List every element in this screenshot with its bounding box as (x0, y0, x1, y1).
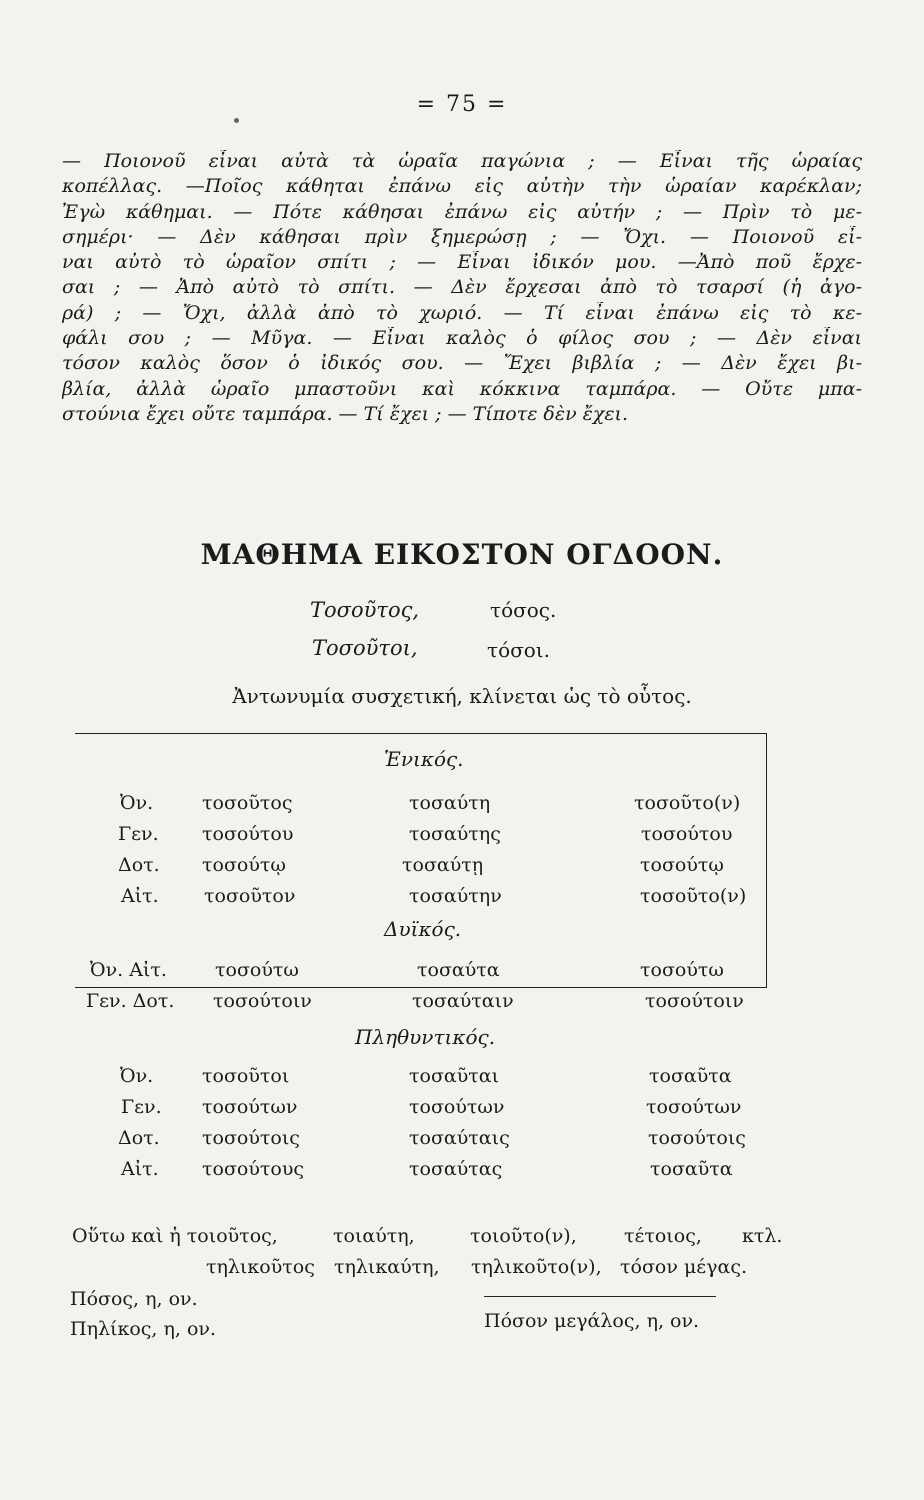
form-masculine: τοσούτου (202, 823, 294, 845)
form-feminine: τοσαῦται (409, 1065, 500, 1087)
case-label: Ὀν. Αἰτ. (90, 959, 167, 981)
pronoun-description: Ἀντωνυμία συσχετική, κλίνεται ὡς τὸ οὗτος. (232, 684, 692, 708)
case-label: Δοτ. (118, 1127, 160, 1149)
table-right-rule (766, 733, 767, 987)
similar-form: τηλικοῦτος (206, 1256, 315, 1278)
footer-word: Πηλίκος, η, ον. (70, 1318, 216, 1340)
exercise-line: τόσον καλὸς ὅσον ὁ ἰδικός σου. — Ἔχει βιβλία ; — Δὲν ἔχει βι- (62, 352, 862, 375)
form-neuter: τοσούτων (646, 1096, 742, 1118)
form-feminine: τοσαύτης (409, 823, 501, 845)
case-label: Δοτ. (118, 854, 160, 876)
table-bottom-rule (75, 987, 767, 988)
similar-form: τόσον μέγας. (620, 1256, 748, 1278)
similar-form: τηλικοῦτο(ν), (471, 1256, 602, 1278)
exercise-line: ρά) ; — Ὄχι, ἀλλὰ ἀπὸ τὸ χωριό. — Τί εἶναι ἐπάνω εἰς τὸ κε- (62, 301, 862, 324)
case-label: Αἰτ. (121, 1158, 159, 1180)
form-masculine: τοσοῦτοι (202, 1065, 290, 1087)
table-top-rule (75, 733, 767, 734)
case-label: Ὀν. (120, 1065, 154, 1087)
exercise-line: φάλι σου ; — Μῦγα. — Εἶναι καλὸς ὁ φίλος σου ; — Δὲν εἶναι (62, 327, 862, 350)
section-label-dual: Δυϊκός. (384, 917, 462, 941)
form-feminine: τοσαύταις (409, 1127, 510, 1149)
form-masculine: τοσούτων (202, 1096, 298, 1118)
form-feminine: τοσαύτῃ (402, 854, 484, 876)
headword-plural: Τοσοῦτοι, (312, 636, 418, 660)
headword-singular: Τοσοῦτος, (310, 598, 420, 622)
form-neuter: τοσούτοις (648, 1127, 746, 1149)
similar-form: κτλ. (742, 1225, 783, 1247)
similar-form: τοιαύτη, (333, 1225, 415, 1247)
exercise-line: κοπέλλας. —Ποῖος κάθηται ἐπάνω εἰς αὐτὴν τὴν ὡραίαν καρέκλαν; (62, 175, 862, 198)
page-number: = 75 = (416, 92, 508, 117)
footer-word: Πόσος, η, ον. (70, 1288, 198, 1310)
form-feminine: τοσαύταιν (412, 990, 514, 1012)
form-neuter: τοσοῦτο(ν) (640, 885, 747, 907)
form-feminine: τοσαύτη (409, 792, 491, 814)
exercise-paragraph (62, 150, 862, 428)
similar-lead: Οὕτω καὶ ἡ τοιοῦτος, (72, 1225, 278, 1247)
form-feminine: τοσαύτα (417, 959, 500, 981)
form-masculine: τοσοῦτον (204, 885, 296, 907)
form-neuter: τοσοῦτο(ν) (634, 792, 741, 814)
form-masculine: τοσούτοιν (213, 990, 312, 1012)
case-label: Αἰτ. (121, 885, 159, 907)
headword-plural-simple: τόσοι. (487, 638, 550, 662)
headword-singular-simple: τόσος. (490, 598, 557, 622)
form-neuter: τοσούτοιν (645, 990, 744, 1012)
form-neuter: τοσαῦτα (650, 1158, 733, 1180)
lesson-title: ΜΑΘΗΜΑ ΕΙΚΟΣΤΟΝ ΟΓΔΟΟΝ. (200, 538, 724, 571)
section-label-singular: Ἑνικός. (384, 747, 464, 771)
exercise-line: σαι ; — Ἀπὸ αὐτὸ τὸ σπίτι. — Δὲν ἔρχεσαι ἀπὸ τὸ τσαρσί (ἡ ἀγο- (62, 276, 862, 299)
exercise-line: σημέρι· — Δὲν κάθησαι πρὶν ξημερώσῃ ; — Ὄχι. — Ποιονοῦ εἶ- (62, 225, 862, 248)
similar-form: τέτοιος, (624, 1225, 702, 1247)
ink-dot (234, 118, 239, 123)
form-neuter: τοσούτου (641, 823, 733, 845)
form-neuter: τοσούτῳ (640, 854, 724, 876)
exercise-line: ναι αὐτὸ τὸ ὡραῖον σπίτι ; — Εἶναι ἰδικόν μου. —Ἀπὸ ποῦ ἔρχε- (62, 251, 862, 274)
form-feminine: τοσούτων (409, 1096, 505, 1118)
form-masculine: τοσούτοις (202, 1127, 300, 1149)
form-neuter: τοσαῦτα (649, 1065, 732, 1087)
case-label: Γεν. (118, 823, 159, 845)
form-masculine: τοσούτω (215, 959, 299, 981)
form-feminine: τοσαύτην (409, 885, 502, 907)
exercise-line: Ἐγὼ κάθημαι. — Πότε κάθησαι ἐπάνω εἰς αὐτήν ; — Πρὶν τὸ με- (62, 200, 862, 223)
case-label: Γεν. (121, 1096, 162, 1118)
exercise-line: βλία, ἀλλὰ ὡραῖο μπαστοῦνι καὶ κόκκινα ταμπάρα. — Οὔτε μπα- (62, 377, 862, 400)
similar-form: τοιοῦτο(ν), (470, 1225, 577, 1247)
form-masculine: τοσούτους (202, 1158, 305, 1180)
footer-word: Πόσον μεγάλος, η, ον. (484, 1310, 700, 1332)
form-neuter: τοσούτω (640, 959, 724, 981)
exercise-line: στούνια ἔχει οὔτε ταμπάρα. — Τί ἔχει ; — Τίποτε δὲν ἔχει. (62, 402, 629, 425)
similar-form: τηλικαύτη, (334, 1256, 440, 1278)
form-masculine: τοσοῦτος (202, 792, 293, 814)
underline (484, 1296, 716, 1297)
section-label-plural: Πληθυντικός. (355, 1025, 496, 1049)
exercise-line: — Ποιονοῦ εἶναι αὐτὰ τὰ ὡραῖα παγώνια ; — Εἶναι τῆς ὡραίας (62, 150, 862, 172)
case-label: Γεν. Δοτ. (86, 990, 175, 1012)
form-feminine: τοσαύτας (409, 1158, 503, 1180)
form-masculine: τοσούτῳ (202, 854, 286, 876)
case-label: Ὀν. (120, 792, 154, 814)
